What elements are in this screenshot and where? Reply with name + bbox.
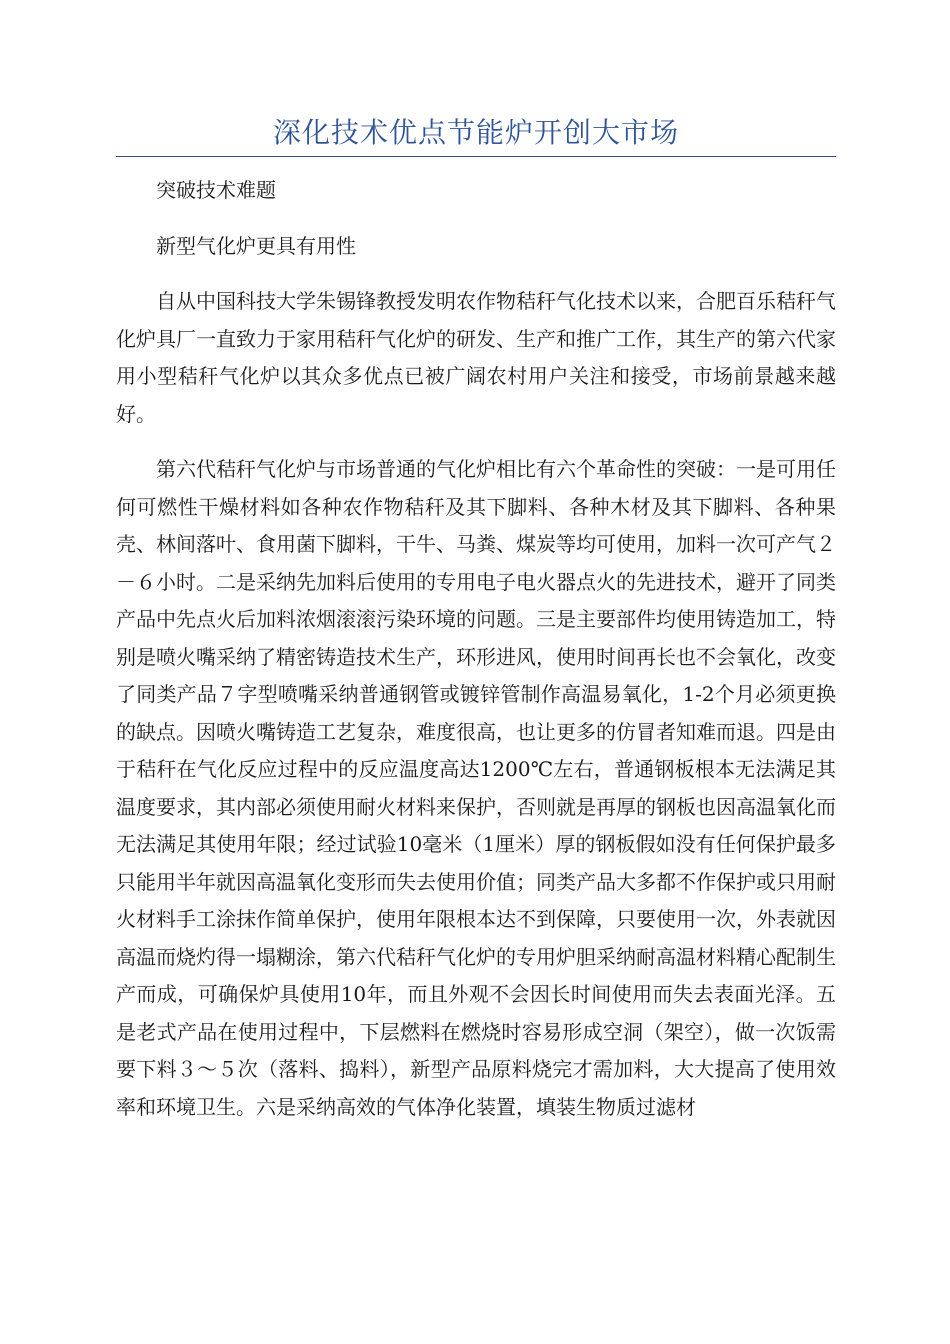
title-block	[116, 108, 836, 157]
section-heading-1: 突破技术难题	[156, 178, 276, 202]
document-body	[116, 172, 836, 1144]
paragraph-intro: 自从中国科技大学朱锡锋教授发明农作物秸秆气化技术以来，合肥百乐秸秆气化炉具厂一直致力于家用秸秆气化炉的研发、生产和推广工作，其生产的第六代家用小型秸秆气化炉以其众多优点已被广阔农村用户关注和接受，市场前景越来越好。	[116, 289, 836, 426]
paragraph-breakthroughs: 第六代秸秆气化炉与市场普通的气化炉相比有六个革命性的突破：一是可用任何可燃性干燥材料如各种农作物秸秆及其下脚料、各种木材及其下脚料、各种果壳、林间落叶、食用菌下脚料，干牛、马粪、煤炭等均可使用，加料一次可产气２－６小时。二是采纳先加料后使用的专用电子电火器点火的先进技术，避开了同类产品中先点火后加料浓烟滚滚污染环境的问题。三是主要部件均使用铸造加工，特别是喷火嘴采纳了精密铸造技术生产，环形进风，使用时间再长也不会氧化，改变了同类产品７字型喷嘴采纳普通钢管或镀锌管制作高温易氧化，1-2个月必须更换的缺点。因喷火嘴铸造工艺复杂，难度很高，也让更多的仿冒者知难而退。四是由于秸秆在气化反应过程中的反应温度高达1200℃左右，普通钢板根本无法满足其温度要求，其内部必须使用耐火材料来保护，否则就是再厚的钢板也因高温氧化而无法满足其使用年限；经过试验10毫米（1厘米）厚的钢板假如没有任何保护最多只能用半年就因高温氧化变形而失去使用价值；同类产品大多都不作保护或只用耐火材料手工涂抹作简单保护，使用年限根本达不到保障，只要使用一次，外表就因高温而烧灼得一塌糊涂，第六代秸秆气化炉的专用炉胆采纳耐高温材料精心配制生产而成，可确保炉具使用10年，而且外观不会因长时间使用而失去表面光泽。五是老式产品在使用过程中，下层燃料在燃烧时容易形成空洞（架空），做一次饭需要下料３～５次（落料、捣料），新型产品原料烧完才需加料，大大提高了使用效率和环境卫生。六是采纳高效的气体净化装置，填装生物质过滤材	[116, 457, 836, 1119]
document-title: 深化技术优点节能炉开创大市场	[272, 116, 679, 149]
section-heading-2: 新型气化炉更具有用性	[156, 233, 356, 258]
